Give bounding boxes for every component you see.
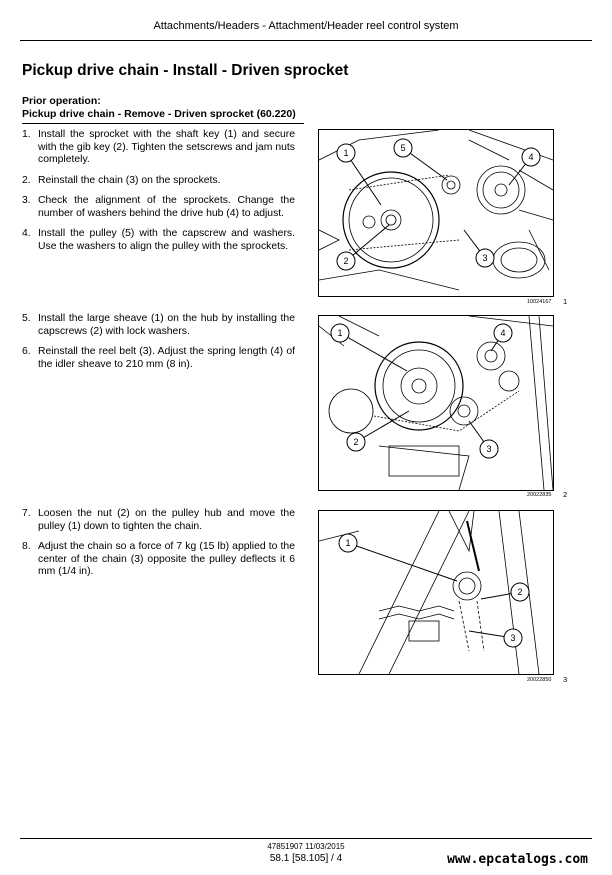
callout-4: 4 [528,152,534,162]
figure-2-code: 20022835 [527,492,552,498]
callout-5: 5 [400,143,406,153]
header-rule [20,40,592,41]
figure-2-image [318,315,554,491]
step-item: 4. Install the pulley (5) with the capscrew and washers. Use the washers to align the pulley with the sprockets. [22,228,295,252]
steps-group-3 [22,508,295,587]
figure-2-number: 2 [563,490,568,499]
callout-3: 3 [482,253,488,263]
step-item: 6. Reinstall the reel belt (3). Adjust the spring length (4) of the idler sheave to 210 mm (8 in). [22,346,295,370]
callout-1: 1 [343,148,349,158]
step-item: 2. Reinstall the chain (3) on the sprockets. [22,174,221,186]
prior-operation [22,95,296,121]
callout-2: 2 [343,256,349,266]
running-header: Attachments/Headers - Attachment/Header reel control system [153,20,459,32]
figure-3-number: 3 [563,675,568,684]
step-item: 3. Check the alignment of the sprockets. Change the number of washers behind the drive hub (4) to adjust. [22,195,295,219]
step-item: 1. Install the sprocket with the shaft key (1) and secure with the gib key (2). Tighten the setscrews and jam nuts completely. [22,129,295,165]
callout-1: 1 [337,328,343,338]
steps-group-1 [22,129,295,261]
figure-1-number: 1 [563,297,568,306]
step-item: 8. Adjust the chain so a force of 7 kg (15 lb) applied to the center of the chain (3) opposite the pulley deflects it 6 mm (1/4 in). [22,541,295,577]
callout-3: 3 [510,633,516,643]
callout-1: 1 [345,538,351,548]
figure-1-code: 10024167 [527,299,552,305]
figure-1-image [318,129,554,297]
callout-2: 2 [517,587,523,597]
callout-2: 2 [353,437,359,447]
figure-3-code: 20022850 [527,677,552,683]
figure-3-image [318,510,554,675]
prior-operation-label: Prior operation: [22,95,101,107]
callout-4: 4 [500,328,506,338]
steps-group-2 [22,313,295,379]
step-item: 7. Loosen the nut (2) on the pulley hub and move the pulley (1) down to tighten the chain. [22,508,295,532]
footer-doc-id: 47851907 11/03/2015 [267,842,345,851]
footer-rule [20,838,592,839]
prior-rule [22,123,304,124]
page-title: Pickup drive chain - Install - Driven sprocket [22,62,349,79]
watermark-url: www.epcatalogs.com [447,852,588,867]
prior-operation-link[interactable]: Pickup drive chain - Remove - Driven sprocket (60.220) [22,108,296,120]
callout-3: 3 [486,444,492,454]
step-item: 5. Install the large sheave (1) on the hub by installing the capscrews (2) with lock washers. [22,313,295,337]
footer-page-number: 58.1 [58.105] / 4 [269,853,343,864]
